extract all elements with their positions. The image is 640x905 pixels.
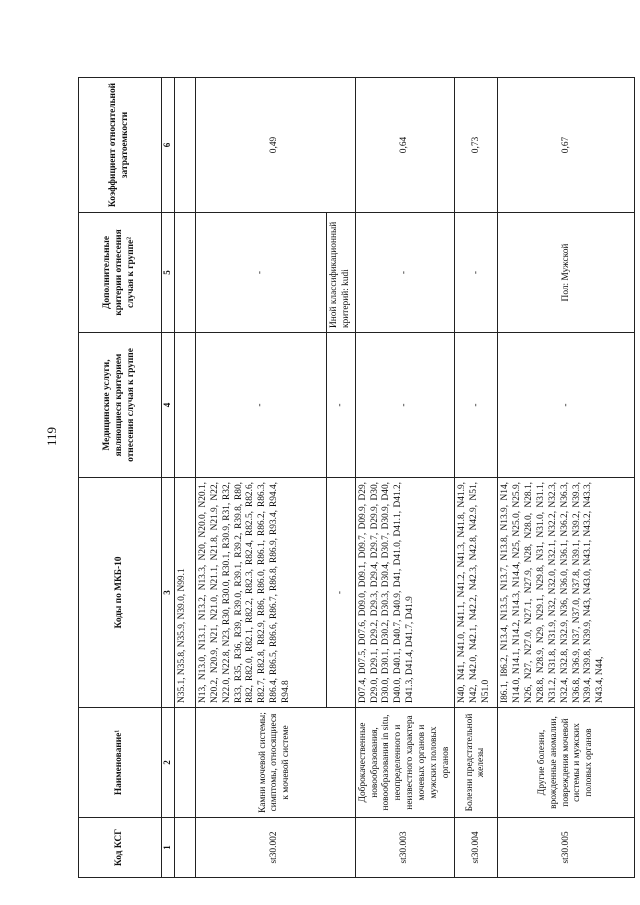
header-coef: Коэффициент относительной затратоемкости <box>79 78 162 213</box>
services-cell: - <box>498 333 635 478</box>
header-services: Медицинские услуги, являющиеся критерием отнесения случая к группе <box>79 333 162 478</box>
ksg-code-cell: st30.005 <box>498 818 635 878</box>
additional-criteria-cell: Иной классификационный критерий: kudi <box>327 213 356 333</box>
coefficient-cell: 0,64 <box>355 78 455 213</box>
ksg-code-cell: st30.002 <box>196 818 356 878</box>
column-number-row <box>162 78 175 878</box>
coefficient-cell <box>175 78 196 213</box>
header-code: Код КСГ <box>79 818 162 878</box>
rotated-table-container <box>78 78 606 878</box>
name-cell: Камни мочевой системы; симптомы, относящиеся к мочевой системе <box>196 708 356 818</box>
services-cell: - <box>196 333 327 478</box>
mkb-codes-cell: D07.4, D07.5, D07.6, D09.0, D09.1, D09.7, D09.9, D29, D29.0, D29.1, D29.2, D29.3, D29.4, D29.7, D29.9, D30, D30.0, D30.1, D30.2, D30.3, D30.4, D30.7, D30.9, D40, D40.0, D40.1, D40.7, D40.9, D41, D41.0, D41.1, D41.2, D41.3, D41.4, D41.7, D41.9 <box>355 478 455 708</box>
additional-criteria-cell: - <box>355 213 455 333</box>
name-cell: Другие болезни, врожденные аномалии, повреждения мочевой системы и мужских половых органов <box>498 708 635 818</box>
column-number: 5 <box>162 213 175 333</box>
additional-criteria-cell: - <box>455 213 498 333</box>
table-row <box>455 78 498 878</box>
table-row <box>196 78 327 878</box>
services-cell: - <box>355 333 455 478</box>
ksg-table <box>78 77 635 878</box>
mkb-codes-cell: N13, N13.0, N13.1, N13.2, N13.3, N20, N20.0, N20.1, N20.2, N20.9, N21, N21.0, N21.1, N21.8, N21.9, N22, N22.0, N22.8, N23, R30, R30.0, R30.1, R30.9, R31, R32, R33, R35, R36, R39, R39.0, R39.1, R39.2, R39.8, R80, R82, R82.0, R82.1, R82.2, R82.3, R82.4, R82.5, R82.6, R82.7, R82.8, R82.9, R86, R86.0, R86.1, R86.2, R86.3, R86.4, R86.5, R86.6, R86.7, R86.8, R86.9, R93.4, R94.4, R94.8 <box>196 478 327 708</box>
services-cell: - <box>327 333 356 478</box>
services-cell: - <box>455 333 498 478</box>
header-additional: Дополнительные критерии отнесения случая к группе² <box>79 213 162 333</box>
header-row <box>79 78 162 878</box>
ksg-code-cell: st30.004 <box>455 818 498 878</box>
additional-criteria-cell: Пол: Мужской <box>498 213 635 333</box>
coefficient-cell: 0,73 <box>455 78 498 213</box>
column-number: 3 <box>162 478 175 708</box>
page-number: 119 <box>44 426 59 446</box>
additional-criteria-cell <box>175 213 196 333</box>
column-number: 6 <box>162 78 175 213</box>
table-row <box>355 78 455 878</box>
coefficient-cell: 0,49 <box>196 78 356 213</box>
name-cell <box>175 708 196 818</box>
column-number: 1 <box>162 818 175 878</box>
ksg-code-cell: st30.003 <box>355 818 455 878</box>
mkb-codes-cell: N40, N41, N41.0, N41.1, N41.2, N41.3, N41.8, N41.9, N42, N42.0, N42.1, N42.2, N42.3, N42.8, N42.9, N51, N51.0 <box>455 478 498 708</box>
mkb-codes-cell: - <box>327 478 356 708</box>
header-name: Наименование¹ <box>79 708 162 818</box>
mkb-codes-cell: I86.1, I86.2, N13.4, N13.5, N13.7, N13.8, N13.9, N14, N14.0, N14.1, N14.2, N14.3, N14.4, N25, N25.0, N25.9, N26, N27, N27.0, N27.1, N27.9, N28, N28.0, N28.1, N28.8, N28.9, N29, N29.1, N29.8, N31, N31.0, N31.1, N31.2, N31.8, N31.9, N32, N32.0, N32.1, N32.2, N32.3, N32.4, N32.8, N32.9, N36, N36.0, N36.1, N36.2, N36.3, N36.8, N36.9, N37, N37.0, N37.8, N39.1, N39.2, N39.3, N39.4, N39.8, N39.9, N43, N43.0, N43.1, N43.2, N43.3, N43.4, N44, <box>498 478 635 708</box>
mkb-codes-cell: N35.1, N35.8, N35.9, N39.0, N99.1 <box>175 478 196 708</box>
table-row <box>498 78 635 878</box>
coefficient-cell: 0,67 <box>498 78 635 213</box>
column-number: 2 <box>162 708 175 818</box>
table-row <box>175 78 196 878</box>
name-cell: Доброкачественные новообразования, новообразования in situ, неопределенного и неизвестного характера мочевых органов и мужских половых органов <box>355 708 455 818</box>
services-cell <box>175 333 196 478</box>
ksg-code-cell <box>175 818 196 878</box>
header-mkb: Коды по МКБ-10 <box>79 478 162 708</box>
additional-criteria-cell: - <box>196 213 327 333</box>
name-cell: Болезни предстательной железы <box>455 708 498 818</box>
column-number: 4 <box>162 333 175 478</box>
